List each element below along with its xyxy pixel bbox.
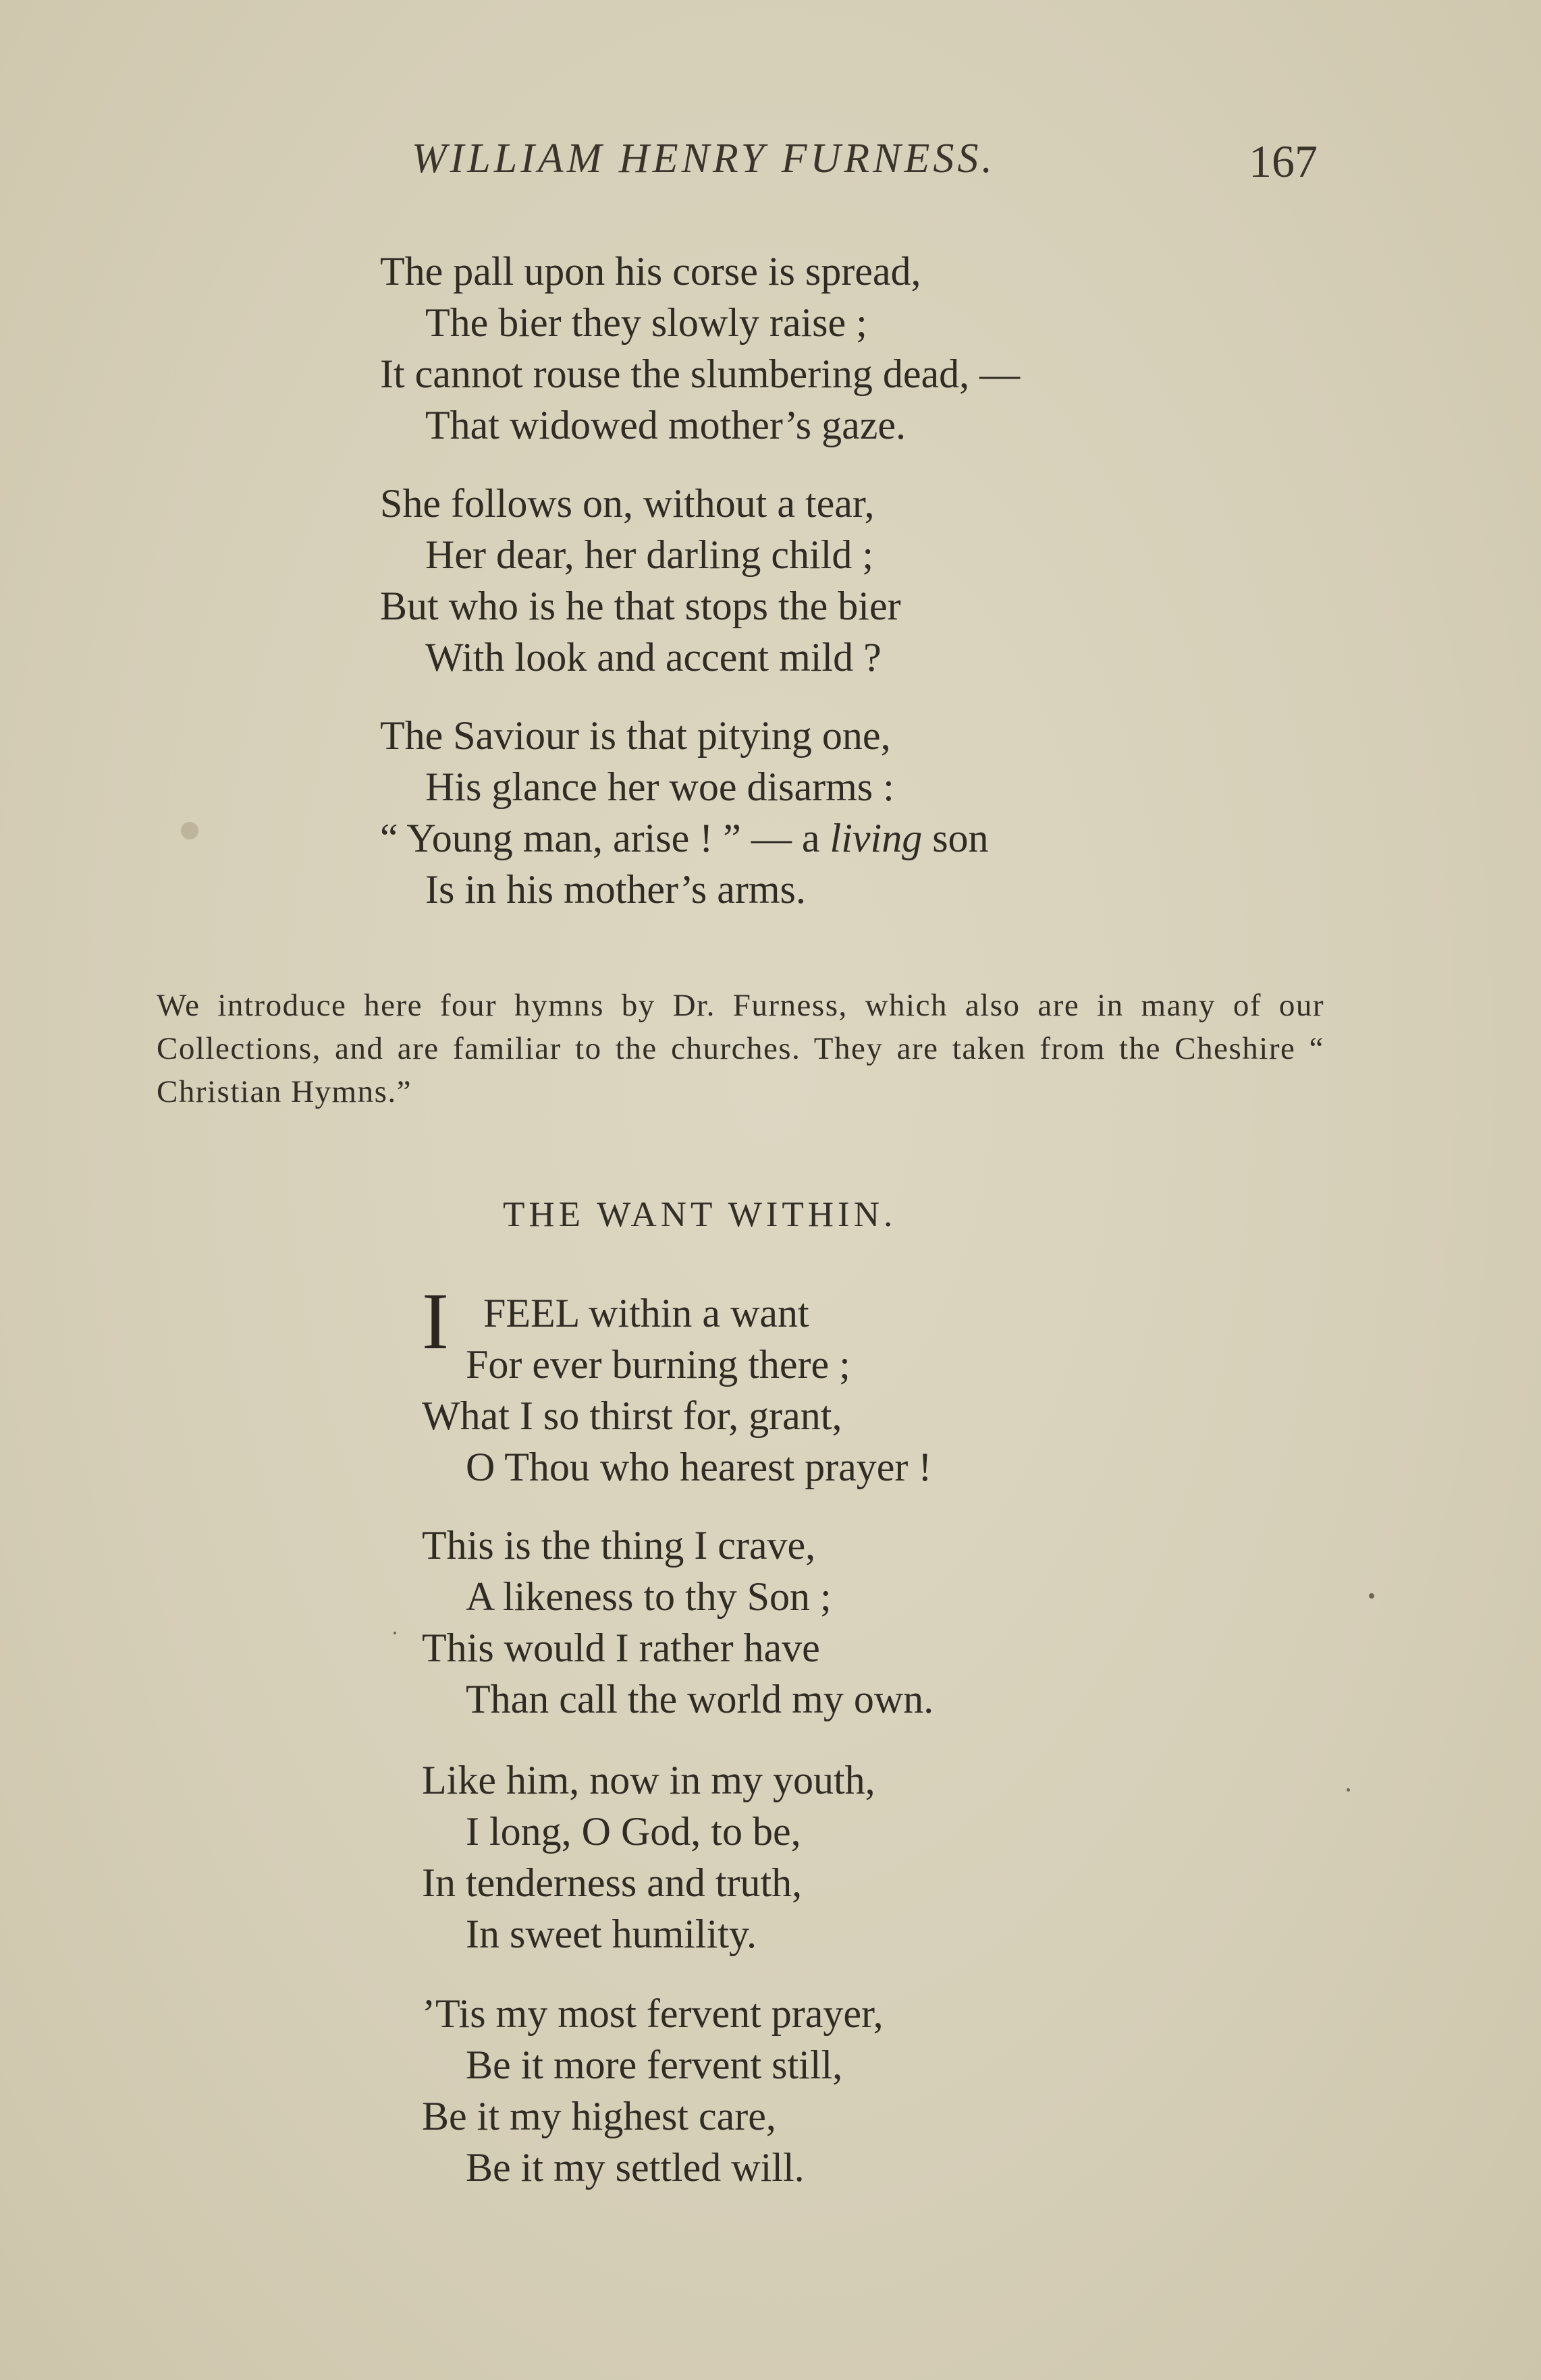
intro-paragraph: We introduce here four hymns by Dr. Furness, which also are in many of our Collections, and are familiar to the churches. They are taken from the Cheshire “ Christian Hymns.” (157, 988, 1324, 1109)
paper-stain (181, 822, 198, 839)
italic-word: living (830, 816, 923, 860)
poem-line: Than call the world my own. (466, 1677, 934, 1721)
poem-line: Is in his mother’s arms. (425, 867, 806, 912)
poem-line: That widowed mother’s gaze. (425, 403, 907, 447)
poem-line: In sweet humility. (466, 1912, 757, 1956)
poem-line: For ever burning there ; (466, 1342, 850, 1387)
running-head (0, 135, 1541, 189)
poem-line: ’Tis my most fervent prayer, (422, 1991, 884, 2036)
poem-line: A likeness to thy Son ; (466, 1574, 832, 1619)
poem-line: O Thou who hearest prayer ! (466, 1445, 932, 1489)
poem-line: FEEL within a want (483, 1291, 809, 1335)
paper-speck (1347, 1788, 1350, 1792)
quote-tail: son (922, 816, 989, 860)
poem-line: I long, O God, to be, (466, 1809, 801, 1854)
poem-line: The Saviour is that pitying one, (380, 713, 891, 758)
poem-line-living (380, 812, 989, 864)
poem-line: Be it my settled will. (466, 2145, 805, 2190)
poem-line: Like him, now in my youth, (422, 1758, 875, 1802)
poem-line: She follows on, without a tear, (380, 481, 875, 526)
paper-speck (394, 1632, 396, 1634)
poem-line: But who is he that stops the bier (380, 584, 901, 628)
poem-line: This would I rather have (422, 1626, 820, 1670)
poem-line: Be it my highest care, (422, 2094, 776, 2138)
poem-line: In tenderness and truth, (422, 1860, 803, 1905)
quote-text: “ Young man, arise ! ” — a (380, 816, 830, 860)
running-title: WILLIAM HENRY FURNESS. (412, 136, 996, 182)
page-number: 167 (1249, 136, 1318, 187)
poem-line: Be it more fervent still, (466, 2043, 843, 2087)
poem-line: It cannot rouse the slumbering dead, — (380, 352, 1021, 396)
poem-line: The bier they slowly raise ; (425, 300, 867, 345)
poem-line: This is the thing I crave, (422, 1523, 816, 1568)
poem-line: Her dear, her darling child ; (425, 532, 873, 577)
drop-cap: I (422, 1276, 449, 1366)
poem-line: His glance her woe disarms : (425, 765, 894, 809)
hymn-title: THE WANT WITHIN. (503, 1195, 897, 1234)
poem-line: The pall upon his corse is spread, (380, 249, 921, 294)
poem-line: With look and accent mild ? (425, 635, 882, 680)
poem-line: What I so thirst for, grant, (422, 1393, 842, 1438)
paper-speck (1369, 1593, 1374, 1599)
